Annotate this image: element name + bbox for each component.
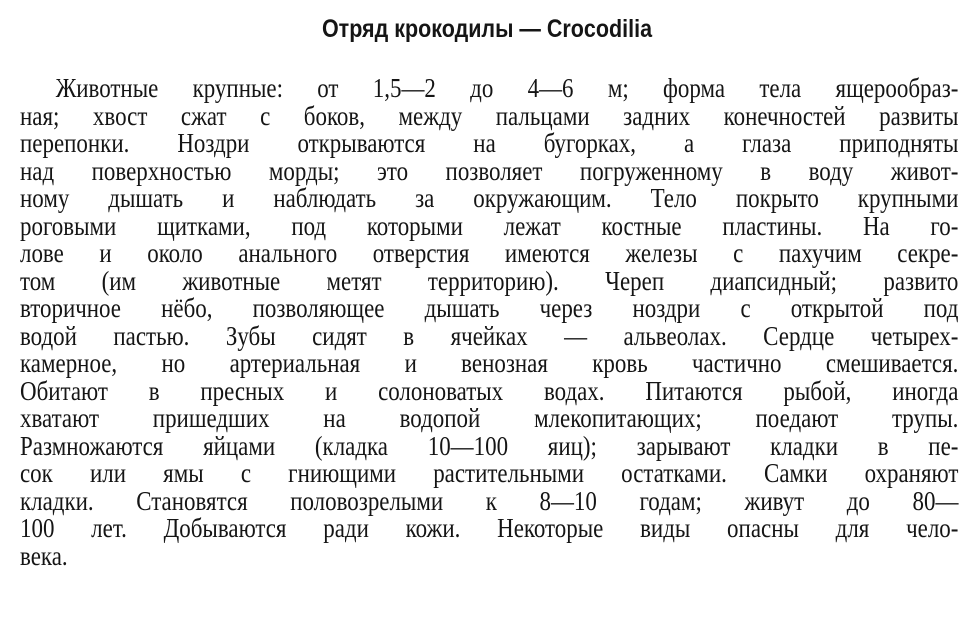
text-line: водой пастью. Зубы сидят в ячейках — альвеолах. Сердце четырех-	[20, 320, 959, 351]
text-line: перепонки. Ноздри открываются на бугорках, а глаза приподняты	[20, 128, 959, 158]
text-line: роговыми щитками, под которыми лежат костные пластины. На го-	[20, 210, 959, 241]
text-line: Размножаются яйцами (кладка 10—100 яиц); зарывают кладки в пе-	[20, 430, 959, 461]
text-line: Животные крупные: от 1,5—2 до 4—6 м; форма тела ящерообраз-	[55, 73, 959, 103]
body-paragraph	[20, 75, 958, 570]
text-line: ному дышать и наблюдать за окружающим. Тело покрыто крупными	[20, 183, 959, 213]
text-line: хватают пришедших на водопой млекопитающих; поедают трупы.	[20, 403, 959, 433]
text-line: кладки. Становятся половозрелыми к 8—10 годам; живут до 80—	[20, 485, 959, 516]
text-line: вторичное нёбо, позволяющее дышать через ноздри с открытой под	[20, 293, 959, 323]
text-line: лове и около анального отверстия имеются железы с пахучим секре-	[20, 238, 959, 268]
section-heading: Отряд крокодилы — Crocodilia	[321, 15, 653, 43]
text-line: Обитают в пресных и солоноватых водах. Питаются рыбой, иногда	[20, 375, 959, 406]
text-line: камерное, но артериальная и венозная кровь частично смешивается.	[20, 348, 959, 378]
text-line: том (им животные метят территорию). Череп диапсидный; развито	[20, 265, 959, 296]
text-line: над поверхностью морды; это позволяет погруженному в воду живот-	[20, 155, 959, 186]
text-line: 100 лет. Добываются ради кожи. Некоторые виды опасны для чело-	[20, 513, 959, 543]
text-line: ная; хвост сжат с боков, между пальцами задних конечностей развиты	[20, 100, 959, 131]
text-line: века.	[20, 540, 68, 571]
text-line: сок или ямы с гниющими растительными остатками. Самки охраняют	[20, 458, 959, 488]
